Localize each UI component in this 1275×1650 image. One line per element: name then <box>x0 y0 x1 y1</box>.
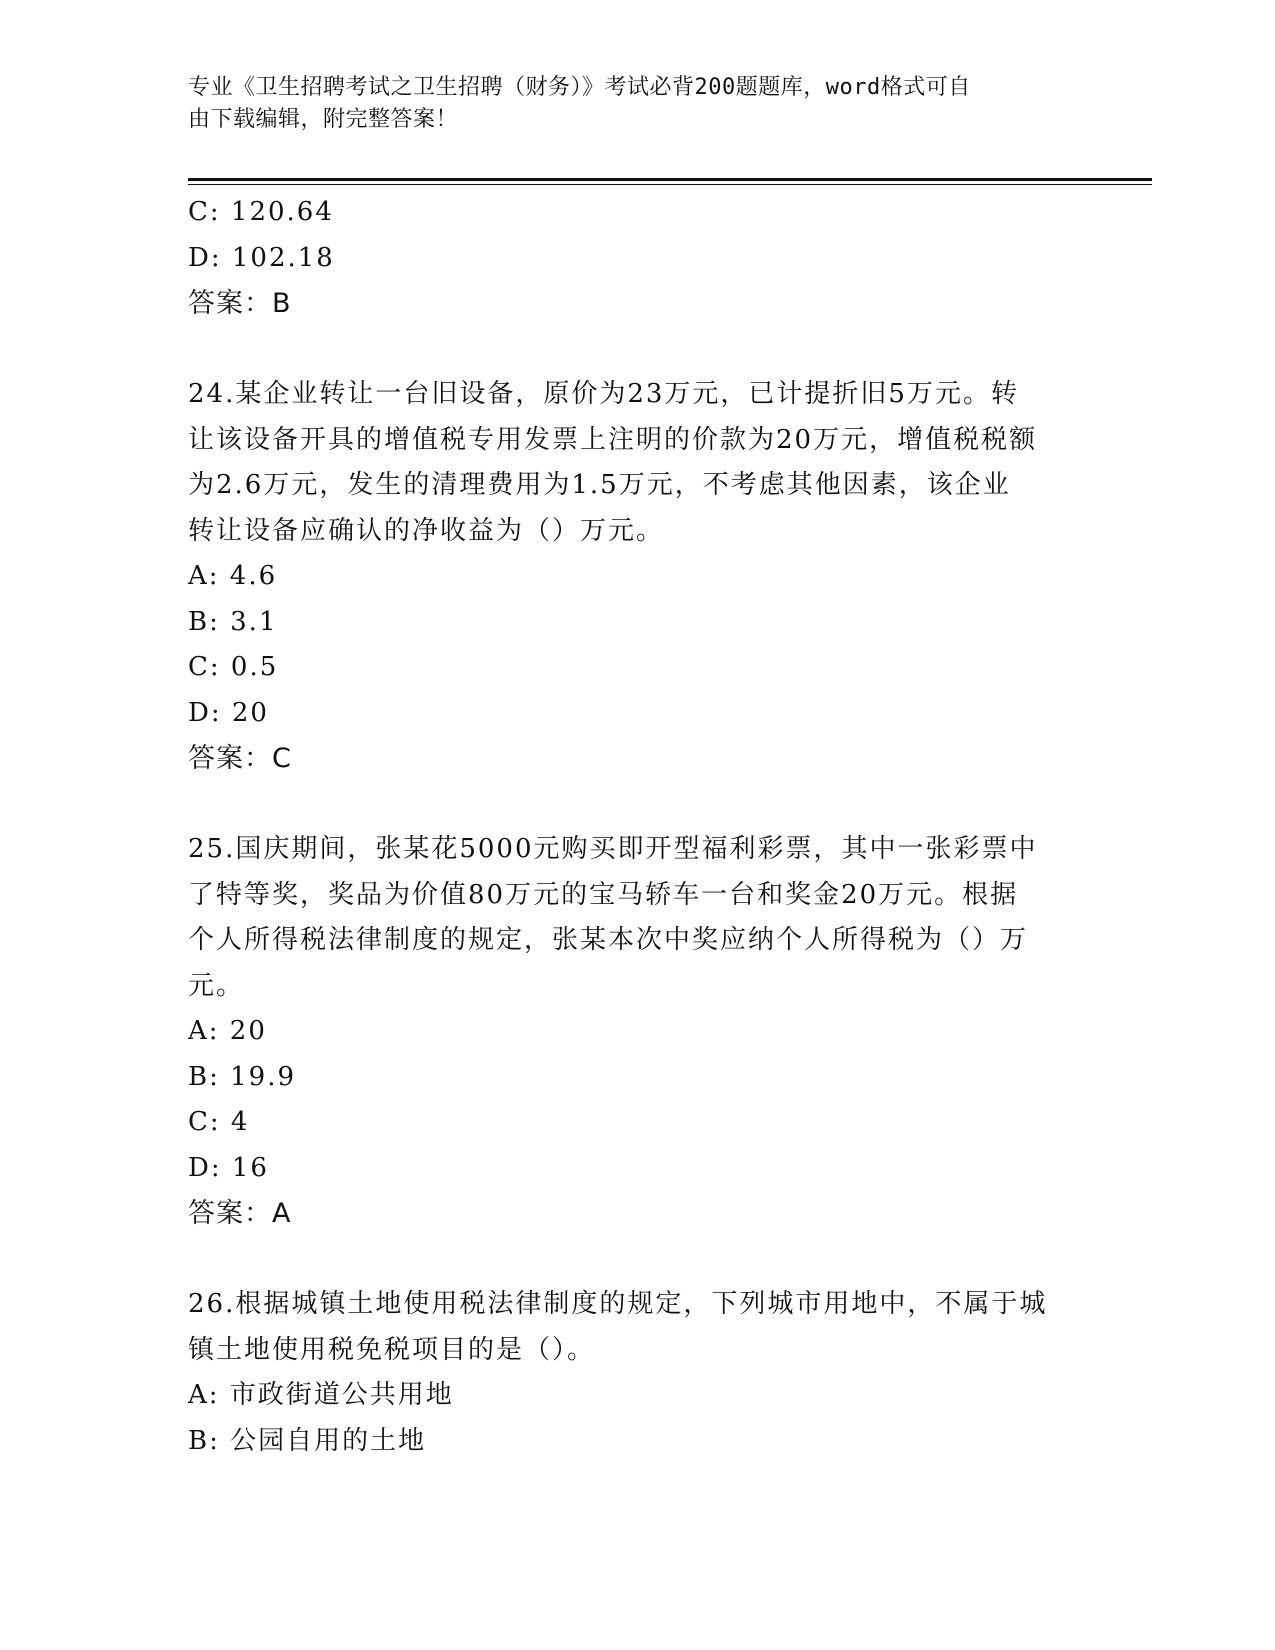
question-prev <box>188 190 1088 327</box>
option-b: B: 公园自用的土地 <box>188 1425 427 1456</box>
option-b: B: 19.9 <box>188 1061 297 1092</box>
option-d: D: 20 <box>188 697 269 728</box>
question-text-line: 为2.6万元，发生的清理费用为1.5万元，不考虑其他因素，该企业 <box>188 470 1011 500</box>
question-25 <box>188 827 1088 1237</box>
answer-line: 答案：B <box>188 288 292 319</box>
question-text-line: 了特等奖，奖品为价值80万元的宝马轿车一台和奖金20万元。根据 <box>188 879 1019 910</box>
option-a: A: 20 <box>188 1016 267 1046</box>
question-text-line: 个人所得税法律制度的规定，张某本次中奖应纳个人所得税为（）万 <box>188 925 1029 955</box>
document-header <box>188 72 1068 136</box>
option-d: D: 16 <box>188 1152 269 1183</box>
document-body <box>188 190 1088 1464</box>
answer-line: 答案：C <box>188 743 292 774</box>
option-d: D: 102.18 <box>188 242 335 273</box>
option-c: C: 0.5 <box>188 652 279 682</box>
question-text-line: 26.根据城镇土地使用税法律制度的规定，下列城市用地中，不属于城 <box>188 1289 1048 1319</box>
header-line: 专业《卫生招聘考试之卫生招聘（财务）》考试必背200题题库，word格式可自 <box>188 75 971 100</box>
question-text-line: 转让设备应确认的净收益为（）万元。 <box>188 515 665 546</box>
answer-line: 答案：A <box>188 1198 292 1229</box>
option-a: A: 4.6 <box>188 561 278 591</box>
header-divider <box>188 178 1152 181</box>
header-divider-thin <box>188 184 1152 185</box>
question-text-line: 元。 <box>188 970 245 1001</box>
question-text-line: 25.国庆期间，张某花5000元购买即开型福利彩票，其中一张彩票中 <box>188 834 1038 864</box>
option-b: B: 3.1 <box>188 606 278 637</box>
spacer <box>188 782 1088 828</box>
question-26 <box>188 1282 1088 1464</box>
header-line: 由下载编辑，附完整答案！ <box>188 107 459 132</box>
question-text-line: 24.某企业转让一台旧设备，原价为23万元，已计提折旧5万元。转 <box>188 379 1019 409</box>
option-a: A: 市政街道公共用地 <box>188 1380 454 1410</box>
spacer <box>188 327 1088 373</box>
question-24 <box>188 372 1088 782</box>
question-text-line: 镇土地使用税免税项目的是（）。 <box>188 1334 596 1365</box>
spacer <box>188 1237 1088 1283</box>
option-c: C: 120.64 <box>188 197 334 227</box>
question-text-line: 让该设备开具的增值税专用发票上注明的价款为20万元，增值税税额 <box>188 424 1038 455</box>
option-c: C: 4 <box>188 1107 250 1137</box>
